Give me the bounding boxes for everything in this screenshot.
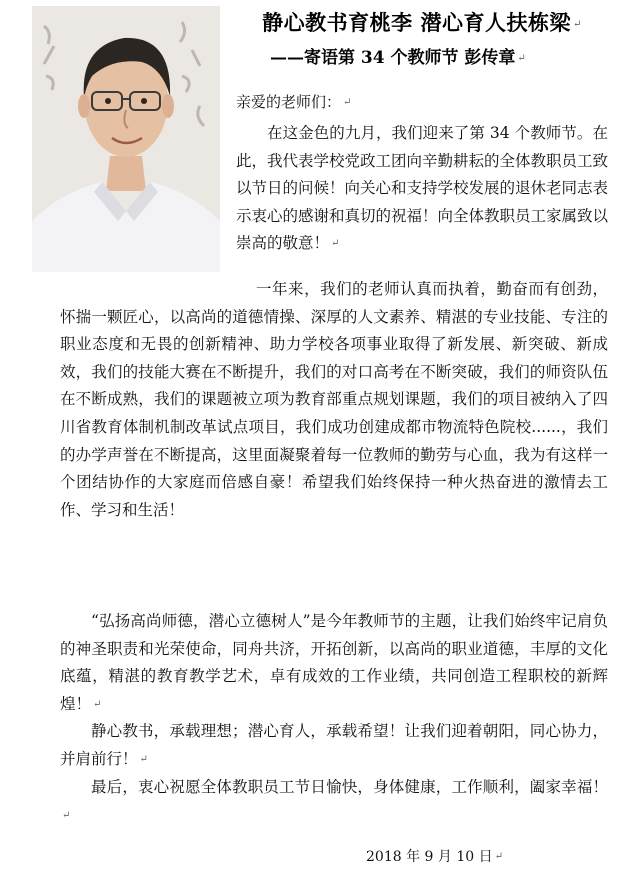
paragraph-mark: ↵	[343, 97, 352, 108]
paragraph-4: 静心教书，承载理想；潜心育人，承载希望！让我们迎着朝阳，同心协力，并肩前行！ ↵	[60, 722, 608, 768]
paragraph-5: 最后，衷心祝愿全体教职员工节日愉快，身体健康，工作顺利，阖家幸福！↵	[62, 778, 608, 821]
paragraph-mark: ↵	[139, 753, 148, 765]
paragraph-mark: ↵	[494, 851, 503, 862]
paragraph-1: 在这金色的九月，我们迎来了第 34 个教师节。在此，我代表学校党政工团向辛勤耕耘的全体教职员工致以节日的问候！向关心和支持学校发展的退休老同志表示衷心的感谢和真切的祝福！向全体教职员工家属致以崇高的敬意！ ↵	[236, 124, 609, 252]
paragraph-mark: ↵	[572, 18, 582, 30]
article-title: 静心教书育桃李 潜心育人扶栋梁 ↵	[262, 10, 582, 35]
paragraph-2	[60, 276, 608, 524]
paragraph-mark: ↵	[517, 52, 526, 64]
paragraph-mark: ↵	[93, 698, 102, 710]
paragraph-mark: ↵	[62, 809, 71, 821]
paragraph-2-text: 一年来，我们的老师认真而执着，勤奋而有创劲，怀揣一颗匠心，以高尚的道德情操、深厚的人文素养、精湛的专业技能、专注的职业态度和无畏的创新精神、助力学校各项事业取得了新发展、新突破、新成效，我们的技能大赛在不断提升，我们的对口高考在不断突破，我们的师资队伍在不断成熟，我们的课题被立项为教育部重点规划课题，我们的项目被纳入了四川省教育体制机制改革试点项目，我们成功创建成都市物流特色院校......，我们的办学声誉在不断提高，这里面凝聚着每一位教师的勤劳与心血，我为有这样一个团结协作的大家庭而倍感自豪！希望我们始终保持一种火热奋进的激情去工作、学习和生活！	[60, 280, 608, 519]
author-portrait	[32, 6, 220, 272]
greeting: 亲爱的老师们： ↵	[236, 93, 352, 111]
paragraph-3: “弘扬高尚师德，潜心立德树人”是今年教师节的主题，让我们始终牢记肩负的神圣职责和光荣使命，同舟共济，开拓创新，以高尚的职业道德，丰厚的文化底蕴，精湛的教育教学艺术，卓有成效的工作业绩，共同创造工程职校的新辉煌！ ↵	[60, 612, 608, 713]
paragraph-mark: ↵	[331, 238, 340, 250]
signature-date: 2018 年 9 月 10 日 ↵	[366, 849, 503, 865]
article-subtitle: ——寄语第 34 个教师节 彭传章 ↵	[270, 48, 526, 68]
